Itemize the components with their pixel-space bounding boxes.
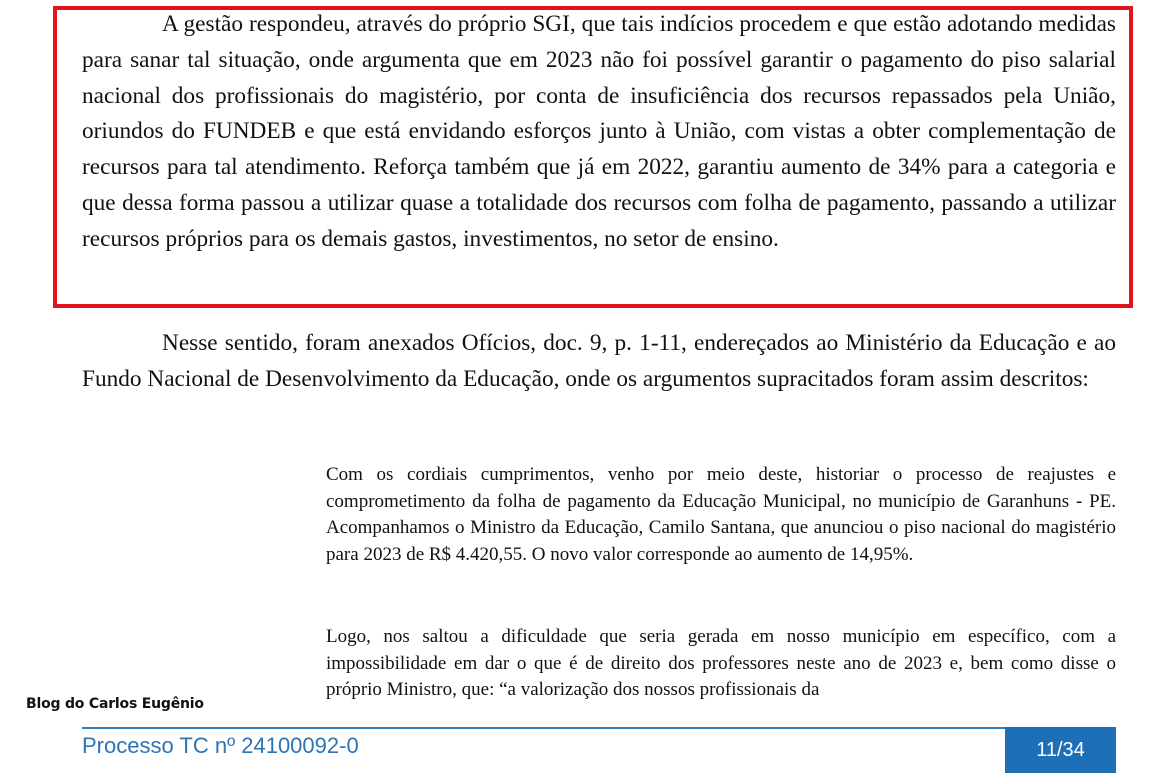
footer-process-number: Processo TC nº 24100092-0: [82, 733, 359, 758]
block-quote-1: Com os cordiais cumprimentos, venho por meio deste, historiar o processo de reajustes e comprometimento da folha de pagamento da Educação Municipal, no município de Garanhuns - PE. Acompanhamos o Ministro da Educação, Camilo Santana, que anunciou o piso nacional do magistério para 2023 de R$ 4.420,55. O novo valor corresponde ao aumento de 14,95%.: [326, 464, 1116, 565]
footer-page-number: [1005, 727, 1116, 773]
footer-divider: [82, 727, 1116, 729]
blog-watermark: Blog do Carlos Eugênio: [26, 696, 204, 712]
body-paragraph: [82, 326, 1116, 398]
block-quote-2: Logo, nos saltou a dificuldade que seria gerada em nosso município em específico, com a impossibilidade em dar o que é de direito dos professores neste ano de 2023 e, bem como disse o próprio Ministro, que: “a valorização dos nossos profissionais da: [326, 626, 1116, 700]
highlighted-paragraph-text: A gestão respondeu, através do próprio SGI, que tais indícios procedem e que estão adotando medidas para sanar tal situação, onde argumenta que em 2023 não foi possível garantir o pagamento do piso salarial nacional dos profissionais do magistério, por conta de insuficiência dos recursos repassados pela União, oriundos do FUNDEB e que está envidando esforços junto à União, com vistas a obter complementação de recursos para tal atendimento. Reforça também que já em 2022, garantiu aumento de 34% para a categoria e que dessa forma passou a utilizar quase a totalidade dos recursos com folha de pagamento, passando a utilizar recursos próprios para os demais gastos, investimentos, no setor de ensino.: [82, 11, 1116, 252]
page-number-text: 11/34: [1036, 738, 1085, 761]
highlighted-paragraph: [82, 7, 1116, 258]
body-paragraph-text: Nesse sentido, foram anexados Ofícios, doc. 9, p. 1-11, endereçados ao Ministério da Educação e ao Fundo Nacional de Desenvolvimento da Educação, onde os argumentos supracitados foram assim descritos:: [82, 330, 1116, 392]
